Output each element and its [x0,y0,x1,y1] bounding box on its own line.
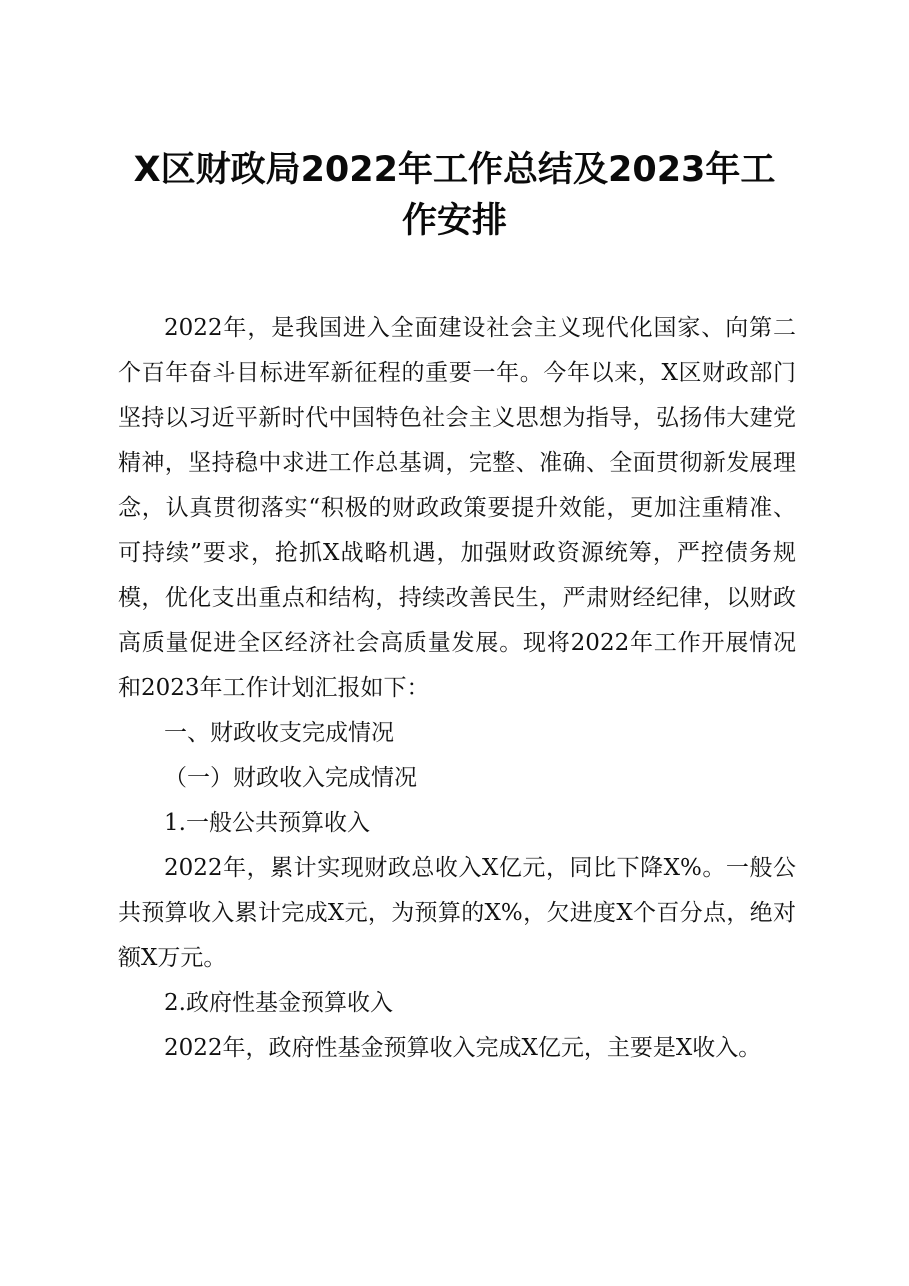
general-budget-revenue-paragraph: 2022年，累计实现财政总收入X亿元，同比下降X%。一般公共预算收入累计完成X元，为预算的X%，欠进度X个百分点，绝对额X万元。 [118,855,796,971]
document-title: X区财政局2022年工作总结及2023年工作安排 [133,150,776,241]
item-heading-2: 2.政府性基金预算收入 [164,990,393,1016]
fund-budget-revenue-paragraph: 2022年，政府性基金预算收入完成X亿元，主要是X收入。 [164,1035,762,1061]
item-heading-1: 1.一般公共预算收入 [164,810,370,836]
document-body [118,306,796,1071]
intro-paragraph: 2022年，是我国进入全面建设社会主义现代化国家、向第二个百年奋斗目标进军新征程的重要一年。今年以来，X区财政部门坚持以习近平新时代中国特色社会主义思想为指导，弘扬伟大建党精神，坚持稳中求进工作总基调，完整、准确、全面贯彻新发展理念，认真贯彻落实“积极的财政政策要提升效能，更加注重精准、可持续”要求，抢抓X战略机遇，加强财政资源统筹，严控债务规模，优化支出重点和结构，持续改善民生，严肃财经纪律，以财政高质量促进全区经济社会高质量发展。现将2022年工作开展情况和2023年工作计划汇报如下： [118,315,796,701]
section-heading-1: 一、财政收支完成情况 [164,720,394,746]
subsection-heading-1: （一）财政收入完成情况 [164,765,417,791]
